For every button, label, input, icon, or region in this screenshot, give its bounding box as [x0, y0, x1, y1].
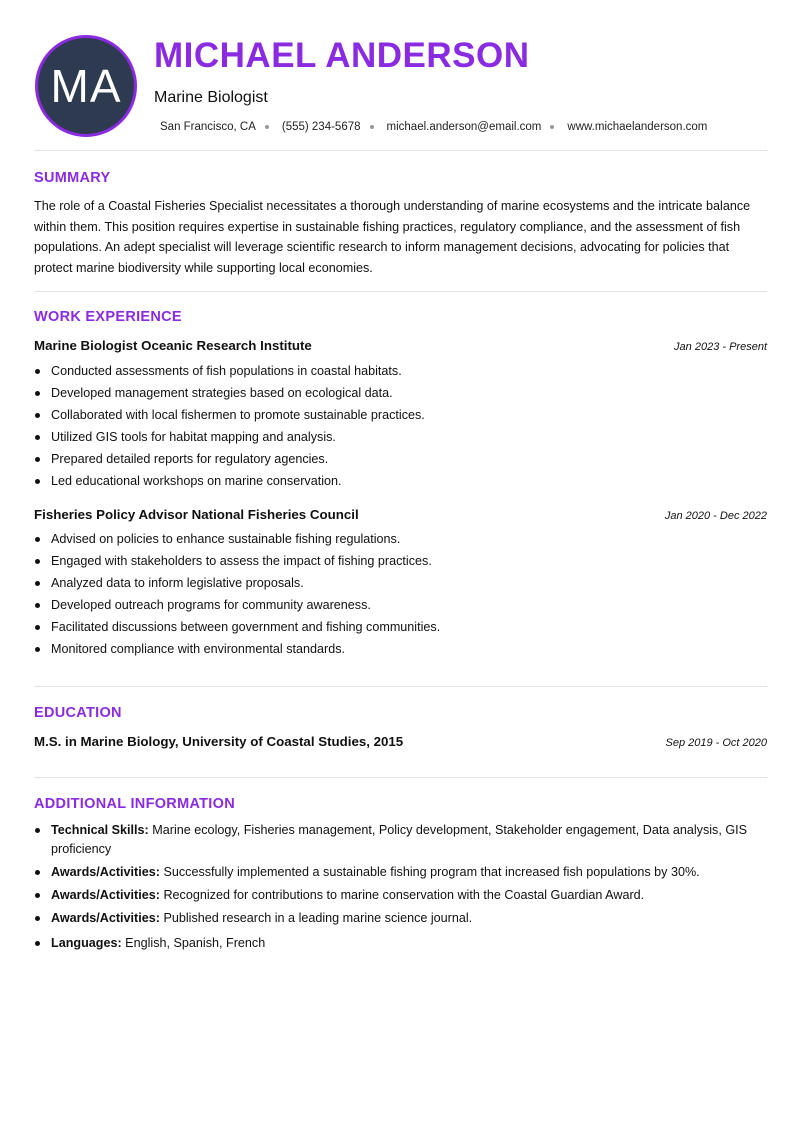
list-item: Developed management strategies based on ecological data.: [51, 382, 425, 404]
list-item: Led educational workshops on marine conservation.: [51, 470, 425, 492]
list-item: [51, 863, 761, 882]
avatar: [35, 35, 137, 137]
summary-heading: SUMMARY: [34, 170, 111, 186]
additional-list: [51, 821, 761, 957]
divider: [34, 150, 767, 151]
contact-email[interactable]: michael.anderson@email.com: [386, 121, 542, 133]
experience-heading: WORK EXPERIENCE: [34, 309, 182, 325]
list-item: Analyzed data to inform legislative proposals.: [51, 572, 440, 594]
list-item: [51, 909, 761, 928]
candidate-title: Marine Biologist: [154, 89, 268, 106]
candidate-name: MICHAEL ANDERSON: [154, 36, 530, 75]
education-entry: [34, 734, 767, 749]
contact-website[interactable]: www.michaelanderson.com: [567, 121, 708, 133]
item-label: Languages:: [51, 936, 122, 950]
job-role: Fisheries Policy Advisor National Fisheries Council: [34, 507, 359, 522]
list-item: Prepared detailed reports for regulatory agencies.: [51, 448, 425, 470]
item-label: Technical Skills:: [51, 823, 149, 837]
additional-heading: ADDITIONAL INFORMATION: [34, 796, 235, 812]
avatar-initials: MA: [50, 60, 122, 112]
job-role: Marine Biologist Oceanic Research Institute: [34, 338, 312, 353]
job-bullets: [51, 528, 440, 660]
separator-dot-icon: [265, 125, 269, 129]
list-item: Utilized GIS tools for habitat mapping and analysis.: [51, 426, 425, 448]
item-label: Awards/Activities:: [51, 865, 160, 879]
list-item: [51, 821, 761, 859]
job-header: [34, 507, 767, 522]
item-label: Awards/Activities:: [51, 888, 160, 902]
list-item: Monitored compliance with environmental standards.: [51, 638, 440, 660]
education-dates: Sep 2019 - Oct 2020: [665, 737, 767, 749]
education-degree: M.S. in Marine Biology, University of Coastal Studies, 2015: [34, 734, 404, 749]
item-text: English, Spanish, French: [121, 936, 266, 950]
summary-text: The role of a Coastal Fisheries Specialist necessitates a thorough understanding of marine ecosystems and the intricate balance within them. This position requires expertise in sustainable fishing practices, regulatory compliance, and the assessment of fish populations. An adept specialist will leverage scientific research to inform management decisions, advocating for policies that protect marine biodiversity while supporting local economies.: [34, 199, 751, 275]
item-text: Marine ecology, Fisheries management, Policy development, Stakeholder engagement, Data analysis, GIS proficiency: [51, 823, 748, 856]
job-header: [34, 338, 767, 353]
education-heading: EDUCATION: [34, 705, 122, 721]
list-item: [51, 934, 761, 953]
divider: [34, 777, 767, 778]
divider: [34, 686, 767, 687]
list-item: Collaborated with local fishermen to promote sustainable practices.: [51, 404, 425, 426]
list-item: Developed outreach programs for community awareness.: [51, 594, 440, 616]
item-label: Awards/Activities:: [51, 911, 160, 925]
item-text: Recognized for contributions to marine conservation with the Coastal Guardian Award.: [159, 888, 645, 902]
contact-line: [160, 121, 707, 133]
item-text: Published research in a leading marine science journal.: [159, 911, 473, 925]
job-dates: Jan 2023 - Present: [674, 341, 767, 353]
separator-dot-icon: [550, 125, 554, 129]
list-item: Facilitated discussions between government and fishing communities.: [51, 616, 440, 638]
item-text: Successfully implemented a sustainable fishing program that increased fish populations by 30%.: [159, 865, 700, 879]
separator-dot-icon: [370, 125, 374, 129]
contact-location: San Francisco, CA: [160, 121, 256, 133]
job-bullets: [51, 360, 425, 492]
job-dates: Jan 2020 - Dec 2022: [664, 510, 767, 522]
list-item: Engaged with stakeholders to assess the impact of fishing practices.: [51, 550, 440, 572]
list-item: Conducted assessments of fish populations in coastal habitats.: [51, 360, 425, 382]
contact-phone: (555) 234-5678: [281, 121, 361, 133]
divider: [34, 291, 767, 292]
list-item: [51, 886, 761, 905]
list-item: Advised on policies to enhance sustainable fishing regulations.: [51, 528, 440, 550]
resume-header: [0, 0, 800, 150]
